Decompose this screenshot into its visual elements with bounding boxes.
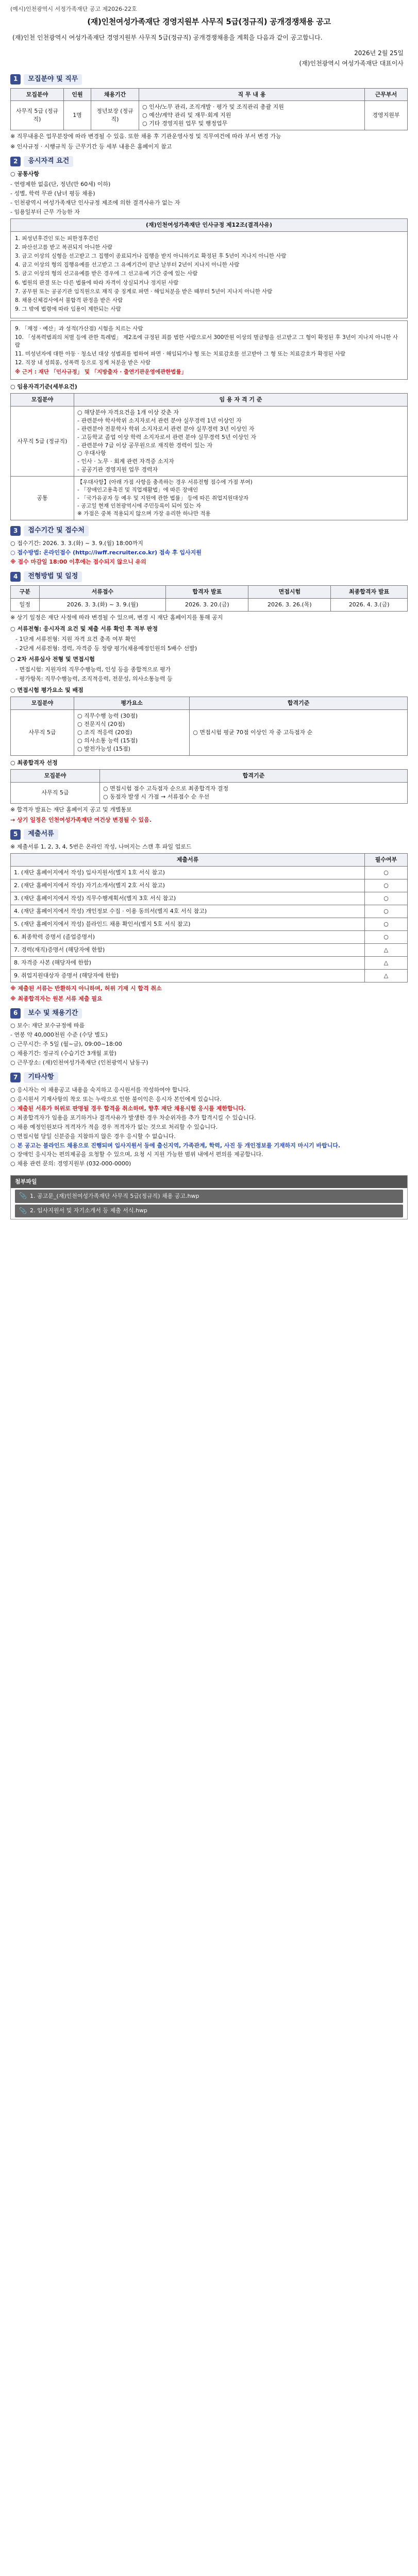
section-title: 전형방법 및 일정	[24, 571, 82, 582]
list-item: 7. 공무원 또는 공공기관 임직원으로 재직 중 징계로 파면 · 해임처분을 받은 때부터 5년이 지나지 아니한 사람	[15, 288, 273, 295]
table-cell: 2026. 4. 3.(금)	[331, 598, 408, 611]
list-item: ○ 보수: 재단 보수규정에 따름	[10, 1022, 85, 1029]
table-cell: 9. 취업지원대상자 증명서 (해당자에 한함)	[11, 969, 365, 982]
section-number: 4	[10, 572, 21, 582]
list-item: 10. 「성폭력범죄의 처벌 등에 관한 특례법」 제2조에 규정된 죄를 범한 사람으로서 300만원 이상의 벌금형을 선고받고 그 형이 확정된 후 3년이 지나지 아니한 사람	[15, 334, 398, 348]
list-item: - 인천광역시 여성가족재단 인사규정 제조에 의한 결격사유가 없는 자	[10, 199, 180, 206]
table-header: 모집분야	[11, 393, 74, 406]
table-row	[11, 918, 408, 930]
list-item: ○ 제출된 서류가 허위로 판명될 경우 합격을 취소하며, 향후 재단 채용시험 응시를 제한합니다.	[10, 1105, 246, 1112]
notice-intro: (재)인천 인천광역시 여성가족재단 경영지원부 사무직 5급(정규직) 공개경쟁채용을 계획을 다음과 같이 공고합니다.	[12, 33, 323, 41]
table-cell: ○	[365, 867, 408, 879]
detail-table	[10, 393, 408, 521]
table-cell: ○ 면접시험 평균 70점 이상인 자 중 고득점자 순	[190, 710, 408, 756]
table-cell: 2026. 3. 20.(금)	[166, 598, 248, 611]
table-header: 모집분야	[11, 88, 64, 101]
table-header: 합격기준	[190, 697, 408, 710]
list-item: 1. 피성년후견인 또는 피한정후견인	[15, 235, 99, 242]
list-item: - 면접시험: 지원자의 직무수행능력, 인성 등을 종합적으로 평가	[15, 666, 171, 673]
table-cell: 1명	[64, 101, 91, 130]
notice-number: (예시)인천광역시 서정가족재단 공고 제2026-22호	[10, 6, 137, 12]
table-cell: ○ 해당분야 자격요건을 1개 이상 갖춘 자 - 관련분야 학사학위 소지자로서 관련 분야 실무경력 1년 이상인 자 - 관련분야 전문학사 학위 소지자로서 관련 분야 실무경력 3년 이상인 자 - 고등학교 졸업 이상 학력 소지자로서 관련 분야 실무경력 5년 이상인 자 - 관련분야 7급 이상 공무원으로 재직한 경력이 있는 자 ○ 우대사항 - 인사 · 노무 · 회계 관련 자격증 소지자 - 공공기관 경영지원 업무 경력자	[74, 406, 408, 477]
section-number: 1	[10, 74, 21, 84]
table-row	[11, 969, 408, 982]
list-item: ○ 채용 예정인원보다 적격자가 적을 경우 적격자가 없는 것으로 처리할 수 있습니다.	[10, 1123, 218, 1130]
section-title: 기타사항	[24, 1072, 58, 1083]
table-cell: 공통	[11, 477, 74, 520]
table-row	[11, 867, 408, 879]
schedule-table	[10, 585, 408, 612]
final-note: → 상기 일정은 인천여성가족재단 여건상 변경될 수 있음.	[10, 816, 152, 823]
table-row	[11, 892, 408, 905]
table-cell: 정년보장 (정규직)	[91, 101, 139, 130]
list-item: - 1단계 서류전형: 지원 자격 요건 충족 여부 확인	[15, 635, 136, 642]
list-item: 9. 「재정 · 예산」과 성적(가산점) 시험을 치르는 사람	[15, 325, 143, 332]
attachments-panel	[10, 1175, 408, 1219]
eval-table	[10, 697, 408, 756]
list-item: ○ 면접시험 당일 신분증을 지참하지 않은 경우 응시할 수 없습니다.	[10, 1132, 176, 1140]
paperclip-icon: 📎	[19, 1192, 27, 1200]
paperclip-icon: 📎	[19, 1207, 27, 1214]
detail-heading: ○ 임용자격기준(세부요건)	[10, 383, 77, 390]
eval-heading: ○ 면접시험 평가요소 및 배점	[10, 687, 83, 694]
table-cell: ○ 직무수행 능력 (30점) ○ 전문지식 (20점) ○ 조직 적응력 (20점) ○ 의사소통 능력 (15점) ○ 발전가능성 (15점)	[74, 710, 190, 756]
section-number: 7	[10, 1073, 21, 1082]
table-row	[11, 406, 408, 477]
list-item: ○ 채용기간: 정규직 (수습기간 3개월 포함)	[10, 1050, 116, 1057]
section-title: 모집분야 및 직무	[24, 74, 82, 85]
list-item: ○ 접수기간: 2026. 3. 3.(화) ~ 3. 9.(월) 18:00까지	[10, 540, 143, 547]
table-cell: △	[365, 956, 408, 969]
section-number: 6	[10, 1008, 21, 1018]
recruit-table	[10, 88, 408, 131]
section-number: 2	[10, 157, 21, 166]
table-header: 모집분야	[11, 697, 74, 710]
table-cell: ○	[365, 879, 408, 892]
list-item: ○ 근무장소: (재)인천여성가족재단 (인천광역시 남동구)	[10, 1059, 148, 1066]
list-item: 11. 미성년자에 대한 아동 · 청소년 대상 성범죄를 범하여 파면 · 해임되거나 형 또는 치료감호를 선고받아 그 형 또는 치료감호가 확정된 사람	[15, 351, 346, 358]
docs-note: ※ 제출된 서류는 반환하지 아니하며, 허위 기재 시 합격 취소	[10, 985, 162, 992]
table-row	[11, 710, 408, 756]
list-item: ○ 근무시간: 주 5일 (월~금), 09:00~18:00	[10, 1041, 122, 1048]
table-cell: 일정	[11, 598, 40, 611]
table-row	[11, 879, 408, 892]
list-item: 2. 파산선고를 받고 복권되지 아니한 사람	[15, 244, 112, 250]
table-cell: 【우대사항】(아래 가점 사항을 충족하는 경우 서류전형 점수에 가점 부여) - 「장애인고용촉진 및 직업재활법」에 따른 장애인 - 「국가유공자 등 예우 및 지원에 관한 법률」 등에 따른 취업지원대상자 - 공고일 현재 인천광역시에 주민등록이 되어 있는 자 ※ 가점은 중복 적용되지 않으며 가장 유리한 하나만 적용	[74, 477, 408, 520]
list-item: 8. 채용신체검사에서 불합격 판정을 받은 사람	[15, 297, 123, 304]
list-item: - 평가항목: 직무수행능력, 조직적응력, 전문성, 의사소통능력 등	[15, 675, 173, 683]
table-header: 최종합격자 발표	[331, 585, 408, 598]
table-header: 구분	[11, 585, 40, 598]
attachments-heading: 첨부파일	[11, 1176, 407, 1188]
notice-title: (재)인천여성가족재단 경영지원부 사무직 5급(정규직) 공개경쟁채용 공고	[87, 16, 331, 26]
table-cell: 8. 자격증 사본 (해당자에 한함)	[11, 956, 365, 969]
table-header: 모집분야	[11, 769, 100, 782]
table-header: 면접시험	[248, 585, 331, 598]
notice-date: 2026년 2월 25일	[354, 49, 404, 57]
attachment-link[interactable]	[15, 1205, 403, 1217]
table-header: 제출서류	[11, 854, 365, 867]
section-title: 응시자격 요건	[24, 156, 73, 167]
list-item: ○ 채용 관련 문의: 경영지원부 (032-000-0000)	[10, 1160, 131, 1167]
table-cell: ○	[365, 930, 408, 943]
section-number: 3	[10, 526, 21, 536]
table-cell: ○	[365, 905, 408, 918]
list-item: ○ 최종합격자가 임용을 포기하거나 결격사유가 발생한 경우 차순위자를 추가 합격시킬 수 있습니다.	[10, 1114, 256, 1121]
list-item: 4. 금고 이상의 형의 집행유예를 선고받고 그 유예기간이 끝난 날부터 2년이 지나지 아니한 사람	[15, 262, 240, 268]
docs-table	[10, 853, 408, 982]
section-title: 접수기간 및 접수처	[24, 526, 89, 536]
table-cell: 7. 경력(재직)증명서 (해당자에 한함)	[11, 943, 365, 956]
table-cell: 2. (재단 홈페이지에서 작성) 자기소개서(별지 2호 서식 참고)	[11, 879, 365, 892]
table-cell: 사무직 5급	[11, 710, 74, 756]
disqualification-title: (재)인천여성가족재단 인사규정 제12조(결격사유)	[11, 219, 407, 232]
list-item: ○ 응시원서 기재사항의 착오 또는 누락으로 인한 불이익은 응시자 본인에게 있습니다.	[10, 1095, 222, 1103]
section-title: 제출서류	[24, 829, 58, 840]
list-item: 12. 직장 내 성희롱, 성폭력 등으로 징계 처분을 받은 사람	[15, 360, 151, 366]
notice-page	[10, 0, 408, 1230]
table-cell: 사무직 5급 (정규직)	[11, 101, 64, 130]
common-list	[10, 180, 408, 216]
docs-note: ※ 최종합격자는 원본 서류 제출 필요	[10, 995, 103, 1002]
interview-heading: ○ 2차 서류심사 전형 및 면접시험	[10, 656, 95, 663]
rule-note: ※ 근거 : 재단 「인사규정」 및 「지방출자 · 출연기관운영에관한법률」	[15, 368, 187, 375]
docs-intro: ※ 제출서류 1, 2, 3, 4, 5번은 온라인 작성, 나머지는 스캔 후 파일 업로드	[10, 843, 192, 851]
disqualification-box	[10, 218, 408, 318]
table-cell: △	[365, 969, 408, 982]
section-recruit-field	[10, 74, 408, 151]
table-header: 합격기준	[100, 769, 408, 782]
table-row	[11, 943, 408, 956]
final-table	[10, 769, 408, 804]
table-cell: ○	[365, 892, 408, 905]
notice-sign	[10, 48, 404, 69]
table-row	[11, 905, 408, 918]
list-item: 9. 그 밖에 법령에 따라 임용이 제한되는 사람	[15, 306, 121, 313]
table-header: 합격자 발표	[166, 585, 248, 598]
section-documents	[10, 829, 408, 1003]
table-cell: ○ 면접시험 점수 고득점자 순으로 최종합격자 결정 ○ 동점자 발생 시 가점 → 서류점수 순 우선	[100, 782, 408, 803]
table-header: 임 용 자 격 기 준	[74, 393, 408, 406]
list-item: ○ 장애인 응시자는 편의제공을 요청할 수 있으며, 요청 시 지원 가능한 범위 내에서 편의를 제공합니다.	[10, 1151, 263, 1158]
section-pay	[10, 1008, 408, 1067]
section-schedule	[10, 571, 408, 824]
table-cell: 3. (재단 홈페이지에서 작성) 직무수행계획서(별지 3호 서식 참고)	[11, 892, 365, 905]
list-item: - 임용일부터 근무 가능한 자	[10, 208, 80, 215]
attachment-link[interactable]	[15, 1190, 403, 1202]
section-reception	[10, 526, 408, 566]
table-cell: 4. (재단 홈페이지에서 작성) 개인정보 수집 · 이용 동의서(별지 4호 서식 참고)	[11, 905, 365, 918]
table-cell: 6. 최종학력 증명서 (졸업증명서)	[11, 930, 365, 943]
list-item: 3. 금고 이상의 실형을 선고받고 그 집행이 종료되거나 집행을 받지 아니하기로 확정된 후 5년이 지나지 아니한 사람	[15, 253, 287, 260]
table-row	[11, 930, 408, 943]
list-item: - 2단계 서류전형: 경력, 자격증 등 정량 평가(채용예정인원의 5배수 선발)	[15, 645, 197, 652]
section-etc	[10, 1072, 408, 1168]
table-header: 평가요소	[74, 697, 190, 710]
final-heading: ○ 최종합격자 선정	[10, 759, 58, 766]
list-item: ※ 접수 마감일 18:00 이후에는 접수되지 않으니 유의	[10, 558, 146, 566]
table-row	[11, 477, 408, 520]
table-header: 직 무 내 용	[139, 88, 365, 101]
table-header: 필수여부	[365, 854, 408, 867]
notice-issuer: (재)인천광역시 여성가족재단 대표이사	[299, 60, 404, 67]
final-note: ※ 합격자 발표는 재단 홈페이지 공고 및 개별통보	[10, 806, 132, 813]
attachment-filename: 2. 입사지원서 및 자기소개서 등 제출 서식.hwp	[29, 1207, 147, 1214]
table-cell: 사무직 5급 (정규직)	[11, 406, 74, 477]
table-cell: ○	[365, 918, 408, 930]
table-header: 인원	[64, 88, 91, 101]
rule-box	[10, 320, 408, 380]
list-item: - 성별, 학력 무관 (남녀 평등 채용)	[10, 190, 95, 197]
section-number: 5	[10, 829, 21, 839]
table-header: 근무부서	[365, 88, 408, 101]
list-item: 6. 법원의 판결 또는 다른 법률에 따라 자격이 상실되거나 정지된 사람	[15, 279, 179, 286]
list-item: ○ 응시자는 이 채용공고 내용을 숙지하고 응시원서를 작성하여야 합니다.	[10, 1086, 191, 1093]
table-row	[11, 101, 408, 130]
schedule-note: ※ 상기 일정은 재단 사정에 따라 변경될 수 있으며, 변경 시 재단 홈페이지를 통해 공지	[10, 614, 223, 621]
recruit-note: ※ 인사규정 · 시행규칙 등 근무기간 등 세부 내용은 홈페이지 참고	[10, 143, 172, 150]
table-cell: ○ 인사/노무 관리, 조직개발 · 평가 및 조직관리 총괄 지원 ○ 예산/계약 관리 및 재무·회계 지원 ○ 기타 경영지원 업무 및 행정업무	[139, 101, 365, 130]
table-cell: 2026. 3. 3.(화) ~ 3. 9.(월)	[39, 598, 166, 611]
section-title: 보수 및 채용기간	[24, 1008, 82, 1019]
table-cell: △	[365, 943, 408, 956]
list-item: 5. 금고 이상의 형의 선고유예를 받은 경우에 그 선고유예 기간 중에 있는 사람	[15, 270, 198, 277]
table-cell: 사무직 5급	[11, 782, 100, 803]
attachment-filename: 1. 공고문_(재)인천여성가족재단 사무직 5급(정규직) 채용 공고.hwp	[29, 1192, 199, 1199]
list-item: - 연봉 약 40,000천원 수준 (수당 별도)	[10, 1031, 108, 1039]
recruit-note: ※ 직무내용은 업무분장에 따라 변경될 수 있음. 또한 채용 후 기관운영사정 및 직무여건에 따라 부서 변경 가능	[10, 133, 281, 140]
table-cell: 2026. 3. 26.(목)	[248, 598, 331, 611]
section-qualification	[10, 156, 408, 520]
table-cell: 5. (재단 홈페이지에서 작성) 블라인드 채용 확인서(별지 5호 서식 참고)	[11, 918, 365, 930]
table-row	[11, 956, 408, 969]
table-cell: 1. (재단 홈페이지에서 작성) 입사지원서(별지 1호 서식 참고)	[11, 867, 365, 879]
list-item[interactable]: ○ 접수방법: 온라인접수 (http://iwff.recruiter.co.kr) 접속 후 입사지원	[10, 549, 202, 556]
table-row	[11, 598, 408, 611]
list-item: - 연령제한 없음(단, 정년(만 60세) 이하)	[10, 180, 111, 188]
table-row	[11, 782, 408, 803]
common-heading: ○ 공통사항	[10, 170, 39, 177]
table-header: 서류접수	[39, 585, 166, 598]
table-header: 채용기간	[91, 88, 139, 101]
list-item: ○ 본 공고는 블라인드 채용으로 진행되며 입사지원서 등에 출신지역, 가족관계, 학력, 사진 등 개인정보를 기재하지 마시기 바랍니다.	[10, 1142, 341, 1149]
doc-screen-heading: ○ 서류전형: 응시자격 요건 및 제출 서류 확인 후 적부 판정	[10, 625, 158, 632]
table-cell: 경영지원부	[365, 101, 408, 130]
